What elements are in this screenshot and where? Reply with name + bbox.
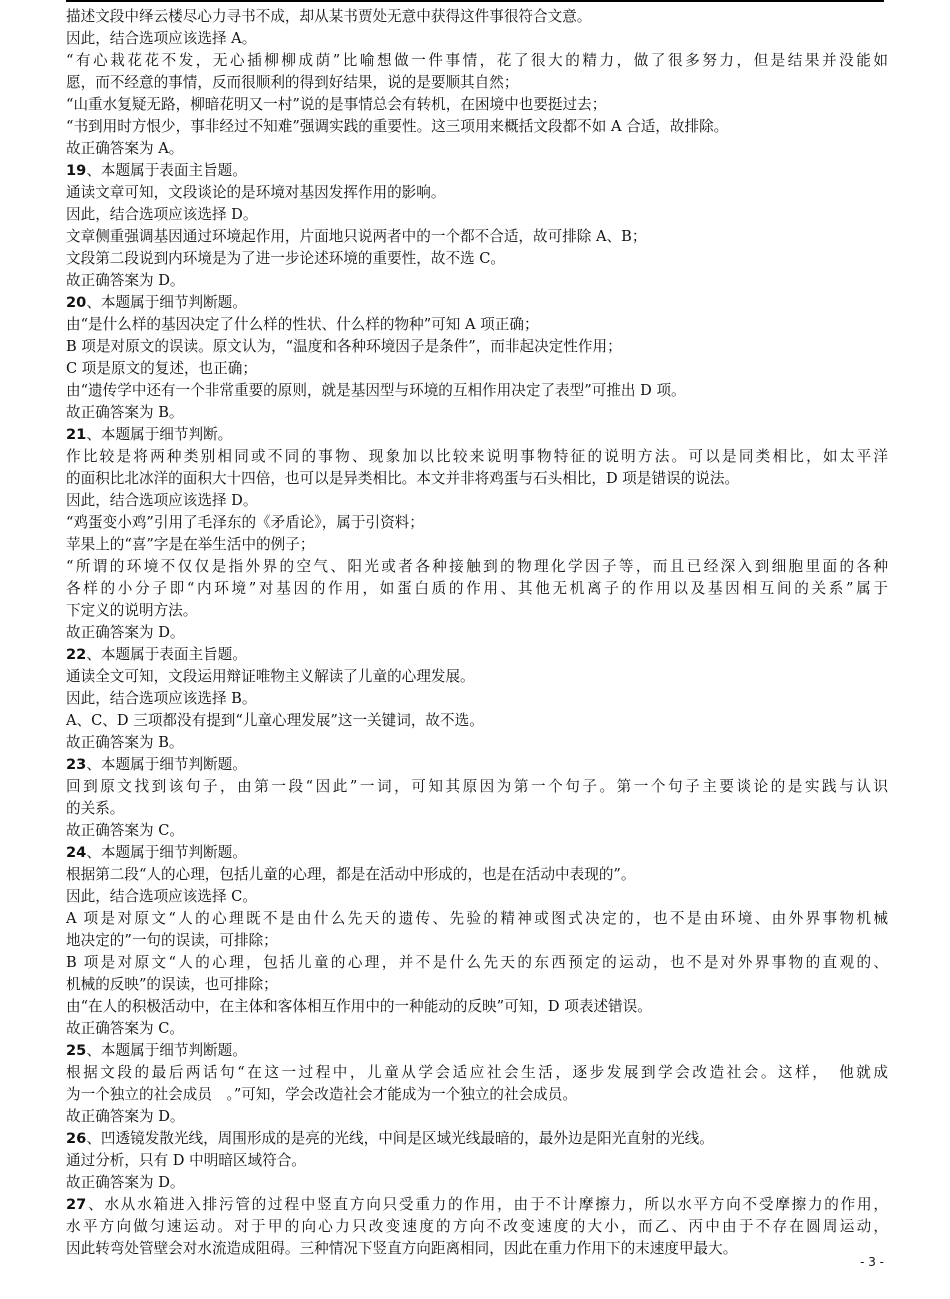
question-number: 24	[66, 844, 87, 861]
text-line	[66, 996, 888, 1018]
line-text: 因此，结合选项应该选择 D。	[66, 492, 258, 509]
line-text: 的面积比北冰洋的面积大十四倍，也可以是异类相比。本文并非将鸡蛋与石头相比，D 项是错误的说法。	[66, 470, 740, 487]
line-text: 因此，结合选项应该选择 A。	[66, 30, 257, 47]
question-heading-line	[66, 754, 888, 776]
line-text: 故正确答案为 C。	[66, 1020, 184, 1037]
text-line	[66, 94, 888, 116]
line-text: 因此，结合选项应该选择 C。	[66, 888, 257, 905]
line-text: 故正确答案为 A。	[66, 140, 184, 157]
line-text: 根据第二段“人的心理，包括儿童的心理，都是在活动中形成的，也是在活动中表现的”。	[66, 866, 636, 883]
text-line	[66, 1172, 888, 1194]
text-line	[66, 1238, 888, 1260]
question-heading-line	[66, 1194, 888, 1216]
line-text: 各样的小分子即“内环境”对基因的作用，如蛋白质的作用、其他无机离子的作用以及基因相互间的关系”属于	[66, 580, 888, 597]
line-text: 文段第二段说到内环境是为了进一步论述环境的重要性，故不选 C。	[66, 250, 506, 267]
question-number: 19	[66, 162, 87, 179]
line-text: 回到原文找到该句子，由第一段“因此”一词，可知其原因为第一个句子。第一个句子主要谈论的是实践与认识	[66, 778, 888, 795]
line-text: 、本题属于细节判断题。	[86, 1042, 247, 1059]
text-line	[66, 688, 888, 710]
text-line	[66, 270, 888, 292]
line-text: 故正确答案为 C。	[66, 822, 184, 839]
text-line	[66, 776, 888, 798]
line-text: 根据文段的最后两话句“在这一过程中，儿童从学会适应社会生活，逐步发展到学会改造社会。这样， 他就成	[66, 1064, 888, 1081]
text-line	[66, 1106, 888, 1128]
text-line	[66, 908, 888, 930]
line-text: “鸡蛋变小鸡”引用了毛泽东的《矛盾论》，属于引资料；	[66, 514, 424, 531]
text-line	[66, 952, 888, 974]
text-line	[66, 578, 888, 600]
line-text: A 项是对原文“人的心理既不是由什么先天的遗传、先验的精神或图式决定的，也不是由环境、由外界事物机械	[66, 910, 888, 927]
text-line	[66, 710, 888, 732]
line-text: 通读全文可知，文段运用辩证唯物主义解读了儿童的心理发展。	[66, 668, 475, 685]
text-line	[66, 314, 888, 336]
line-text: 的关系。	[66, 800, 125, 817]
text-line	[66, 358, 888, 380]
text-line	[66, 1062, 888, 1084]
question-heading-line	[66, 292, 888, 314]
text-line	[66, 72, 888, 94]
text-line	[66, 974, 888, 996]
line-text: 由“遗传学中还有一个非常重要的原则，就是基因型与环境的互相作用决定了表型”可推出 D 项。	[66, 382, 686, 399]
line-text: 由“是什么样的基因决定了什么样的性状、什么样的物种”可知 A 项正确；	[66, 316, 539, 333]
text-line	[66, 336, 888, 358]
question-heading-line	[66, 424, 888, 446]
line-text: 描述文段中绎云楼尽心力寻书不成，却从某书贾处无意中获得这件事很符合文意。	[66, 8, 592, 25]
line-text: 故正确答案为 D。	[66, 272, 185, 289]
line-text: 因此，结合选项应该选择 B。	[66, 690, 257, 707]
line-text: 故正确答案为 D。	[66, 624, 185, 641]
document-body	[66, 6, 888, 1260]
text-line	[66, 666, 888, 688]
line-text: 故正确答案为 B。	[66, 404, 184, 421]
text-line	[66, 468, 888, 490]
text-line	[66, 600, 888, 622]
line-text: 通读文章可知，文段谈论的是环境对基因发挥作用的影响。	[66, 184, 446, 201]
text-line	[66, 622, 888, 644]
line-text: 因此，结合选项应该选择 D。	[66, 206, 258, 223]
line-text: 、本题属于细节判断题。	[86, 756, 247, 773]
line-text: 愿，而不经意的事情，反而很顺利的得到好结果，说的是要顺其自然；	[66, 74, 519, 91]
line-text: 机械的反映”的误读，也可排除；	[66, 976, 278, 993]
text-line	[66, 116, 888, 138]
line-text: 故正确答案为 D。	[66, 1108, 185, 1125]
question-number: 20	[66, 294, 87, 311]
text-line	[66, 380, 888, 402]
question-heading-line	[66, 1128, 888, 1150]
line-text: 为一个独立的社会成员 。”可知，学会改造社会才能成为一个独立的社会成员。	[66, 1086, 577, 1103]
line-text: 通过分析，只有 D 中明暗区域符合。	[66, 1152, 306, 1169]
line-text: 文章侧重强调基因通过环境起作用，片面地只说两者中的一个都不合适，故可排除 A、B；	[66, 228, 647, 245]
line-text: 、本题属于细节判断题。	[86, 844, 247, 861]
question-heading-line	[66, 160, 888, 182]
question-number: 26	[66, 1130, 87, 1147]
line-text: B 项是对原文“人的心理，包括儿童的心理，并不是什么先天的东西预定的运动，也不是对外界事物的直观的、	[66, 954, 888, 971]
text-line	[66, 248, 888, 270]
text-line	[66, 1084, 888, 1106]
line-text: B 项是对原文的误读。原文认为，“温度和各种环境因子是条件”，而非起决定性作用；	[66, 338, 622, 355]
line-text: 由“在人的积极活动中，在主体和客体相互作用中的一种能动的反映”可知，D 项表述错误。	[66, 998, 652, 1015]
text-line	[66, 138, 888, 160]
line-text: 下定义的说明方法。	[66, 602, 198, 619]
line-text: 、凹透镜发散光线，周围形成的是亮的光线，中间是区域光线最暗的，最外边是阳光直射的光线。	[86, 1130, 714, 1147]
question-number: 21	[66, 426, 87, 443]
line-text: “有心栽花花不发，无心插柳柳成荫”比喻想做一件事情，花了很大的精力，做了很多努力，但是结果并没能如	[66, 52, 888, 69]
text-line	[66, 534, 888, 556]
line-text: 、本题属于细节判断题。	[86, 294, 247, 311]
page-number: - 3 -	[860, 1255, 884, 1269]
line-text: “书到用时方恨少，事非经过不知难”强调实践的重要性。这三项用来概括文段都不如 A 合适，故排除。	[66, 118, 729, 135]
text-line	[66, 798, 888, 820]
text-line	[66, 1150, 888, 1172]
top-rule	[66, 0, 884, 2]
line-text: 作比较是将两种类别相同或不同的事物、现象加以比较来说明事物特征的说明方法。可以是同类相比，如太平洋	[66, 448, 888, 465]
text-line	[66, 556, 888, 578]
line-text: 故正确答案为 D。	[66, 1174, 185, 1191]
question-number: 27	[66, 1196, 87, 1213]
text-line	[66, 204, 888, 226]
line-text: “山重水复疑无路，柳暗花明又一村”说的是事情总会有转机，在困境中也要挺过去；	[66, 96, 607, 113]
line-text: 、本题属于表面主旨题。	[86, 162, 247, 179]
text-line	[66, 182, 888, 204]
text-line	[66, 6, 888, 28]
question-heading-line	[66, 1040, 888, 1062]
text-line	[66, 402, 888, 424]
text-line	[66, 446, 888, 468]
question-number: 25	[66, 1042, 87, 1059]
text-line	[66, 226, 888, 248]
line-text: 水平方向做匀速运动。对于甲的向心力只改变速度的方向不改变速度的大小，而乙、丙中由于不存在圆周运动，	[66, 1218, 888, 1235]
question-heading-line	[66, 842, 888, 864]
text-line	[66, 886, 888, 908]
text-line	[66, 490, 888, 512]
question-number: 22	[66, 646, 87, 663]
line-text: 故正确答案为 B。	[66, 734, 184, 751]
text-line	[66, 864, 888, 886]
text-line	[66, 820, 888, 842]
line-text: 、本题属于表面主旨题。	[86, 646, 247, 663]
line-text: 、本题属于细节判断。	[86, 426, 233, 443]
line-text: “所谓的环境不仅仅是指外界的空气、阳光或者各种接触到的物理化学因子等，而且已经深入到细胞里面的各种	[66, 558, 888, 575]
text-line	[66, 732, 888, 754]
question-number: 23	[66, 756, 87, 773]
text-line	[66, 1216, 888, 1238]
line-text: 、水从水箱进入排污管的过程中竖直方向只受重力的作用，由于不计摩擦力，所以水平方向不受摩擦力的作用，	[86, 1196, 888, 1213]
line-text: 地决定的”一句的误读，可排除；	[66, 932, 278, 949]
text-line	[66, 50, 888, 72]
text-line	[66, 930, 888, 952]
line-text: A、C、D 三项都没有提到“儿童心理发展”这一关键词，故不选。	[66, 712, 484, 729]
text-line	[66, 1018, 888, 1040]
text-line	[66, 512, 888, 534]
question-heading-line	[66, 644, 888, 666]
line-text: 因此转弯处管壁会对水流造成阻碍。三种情况下竖直方向距离相同，因此在重力作用下的末速度甲最大。	[66, 1240, 738, 1257]
line-text: 苹果上的“喜”字是在举生活中的例子；	[66, 536, 315, 553]
text-line	[66, 28, 888, 50]
line-text: C 项是原文的复述，也正确；	[66, 360, 257, 377]
